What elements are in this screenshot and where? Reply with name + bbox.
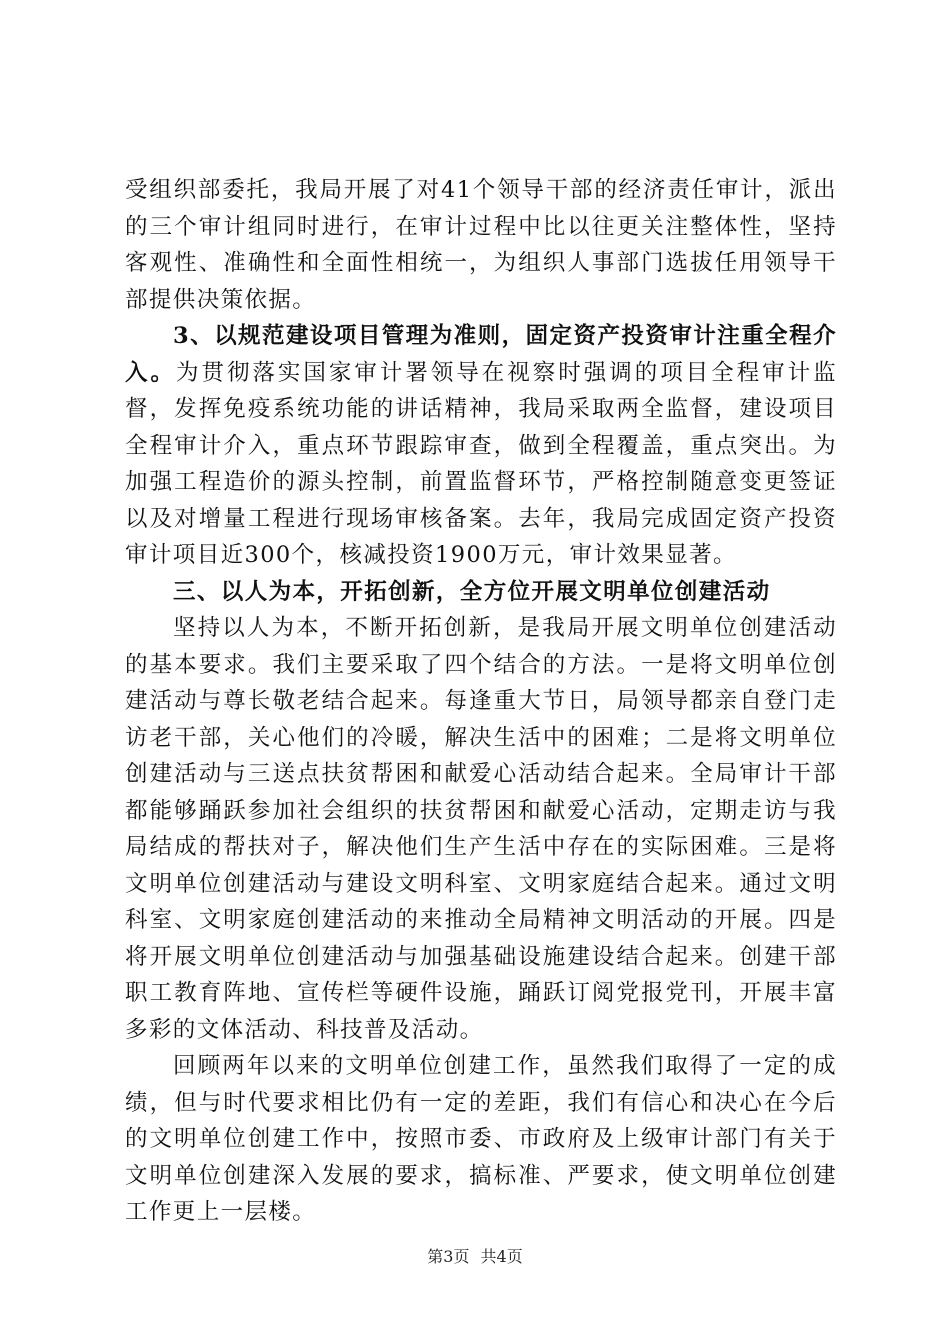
paragraph-text: 受组织部委托，我局开展了对41个领导干部的经济责任审计，派出的三个审计组同时进行，在审计过程中比以往更关注整体性，坚持客观性、准确性和全面性相统一，为组织人事部门选拔任用领导干部提供决策依据。 (125, 177, 837, 313)
page-footer (0, 1244, 950, 1267)
paragraph-heading: 3、以规范建设项目管理为准则，固定资产投资审计注重全程介入。 (125, 323, 837, 386)
document-body (125, 172, 837, 1231)
paragraph-fixed-asset-audit (125, 318, 837, 574)
paragraph-text: 为贯彻落实国家审计署领导在视察时强调的项目全程审计监督，发挥免疫系统功能的讲话精神，我局采取两全监督，建设项目全程审计介入，重点环节跟踪审查，做到全程覆盖，重点突出。为加强工程造价的源头控制，前置监督环节，严格控制随意变更签证以及对增量工程进行现场审核备案。去年，我局完成固定资产投资审计项目近300个，核减投资1900万元，审计效果显著。 (125, 359, 837, 568)
page-number: 第3页 (427, 1247, 470, 1266)
paragraph-audit-continued (125, 172, 837, 318)
paragraph-text: 坚持以人为本，不断开拓创新，是我局开展文明单位创建活动的基本要求。我们主要采取了四个结合的方法。一是将文明单位创建活动与尊长敬老结合起来。每逢重大节日，局领导都亲自登门走访老干部，关心他们的冷暖，解决生活中的困难；二是将文明单位创建活动与三送点扶贫帮困和献爱心活动结合起来。全局审计干部都能够踊跃参加社会组织的扶贫帮困和献爱心活动，定期走访与我局结成的帮扶对子，解决他们生产生活中存在的实际困难。三是将文明单位创建活动与建设文明科室、文明家庭结合起来。通过文明科室、文明家庭创建活动的来推动全局精神文明活动的开展。四是将开展文明单位创建活动与加强基础设施建设结合起来。创建干部职工教育阵地、宣传栏等硬件设施，踊跃订阅党报党刊，开展丰富多彩的文体活动、科技普及活动。 (125, 615, 837, 1043)
section-heading-civilization (125, 574, 837, 611)
paragraph-text: 回顾两年以来的文明单位创建工作，虽然我们取得了一定的成绩，但与时代要求相比仍有一定的差距，我们有信心和决心在今后的文明单位创建工作中，按照市委、市政府及上级审计部门有关于文明单位创建深入发展的要求，搞标准、严要求，使文明单位创建工作更上一层楼。 (125, 1053, 837, 1225)
paragraph-conclusion (125, 1048, 837, 1231)
page-total: 共4页 (480, 1247, 523, 1266)
section-heading-text: 三、以人为本，开拓创新，全方位开展文明单位创建活动 (173, 578, 771, 605)
paragraph-four-combinations (125, 610, 837, 1048)
